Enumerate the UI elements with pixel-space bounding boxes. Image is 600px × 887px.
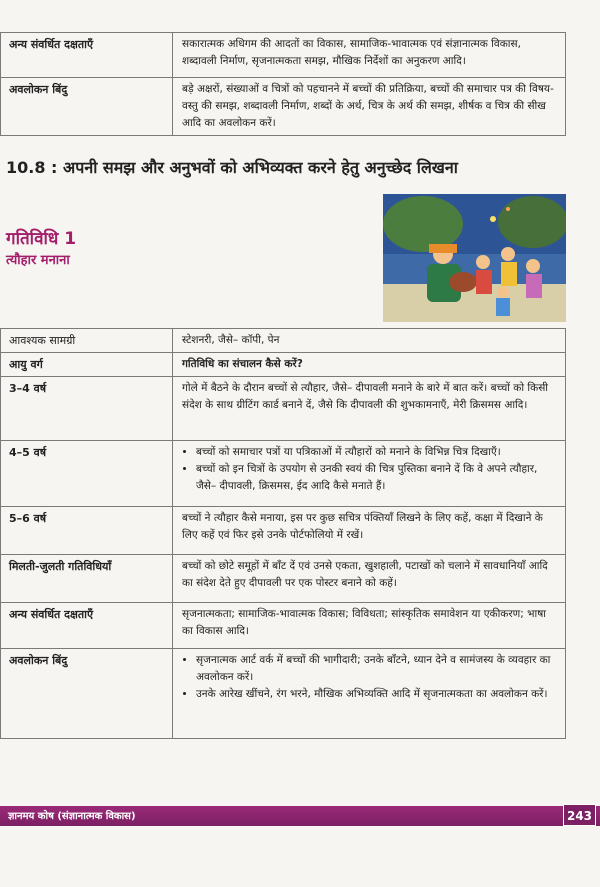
row-label: अवलोकन बिंदु — [1, 649, 173, 739]
activity-table — [0, 328, 566, 739]
row-label: अवलोकन बिंदु — [1, 78, 173, 136]
row-text: बच्चों को छोटे समूहों में बाँट दें एवं उनसे एकता, खुशहाली, पटाखों को चलाने में सावधानियाँ आदि का संदेश देते हुए दीपावली पर एक पोस्टर बनाने को कहें। — [173, 555, 566, 603]
row-label: अन्य संवर्धित दक्षताएँ — [1, 603, 173, 649]
row-label: मिलती-जुलती गतिविधियाँ — [1, 555, 173, 603]
row-text: सकारात्मक अधिगम की आदतों का विकास, सामाजिक-भावात्मक एवं संज्ञानात्मक विकास, शब्दावली निर्माण, सृजनात्मकता समझ, मौखिक निर्देशों का अनुकरण आदि। — [173, 33, 566, 78]
top-table — [0, 32, 566, 136]
row-text: गोले में बैठने के दौरान बच्चों से त्यौहार, जैसे– दीपावली मनाने के बारे में बात करें। बच्चों को किसी संदेश के साथ ग्रीटिंग कार्ड बनाने दें, जैसे कि दीपावली की शुभकामनाएँ, मेरी क्रिसमस आदि। — [173, 377, 566, 441]
activity-title: गतिविधि 1 — [6, 229, 77, 249]
row-label: 4–5 वर्ष — [1, 441, 173, 507]
list-item: • बच्चों को समाचार पत्रों या पत्रिकाओं में त्यौहारों को मनाने के विभिन्न चित्र दिखाएँ। — [196, 444, 557, 461]
row-label: आवश्यक सामग्री — [1, 329, 173, 353]
table-row — [1, 33, 566, 78]
section-heading: 10.8 : अपनी समझ और अनुभवों को अभिव्यक्त करने हेतु अनुच्छेद लिखना — [6, 158, 458, 177]
table-row — [1, 649, 566, 739]
header-label: आयु वर्ग — [1, 353, 173, 377]
table-row — [1, 377, 566, 441]
list-item: • सृजनात्मक आर्ट वर्क में बच्चों की भागीदारी; उनके बाँटने, ध्यान देने व सामंजस्य के व्यवहार का अवलोकन करें। — [196, 652, 557, 686]
list-item: • बच्चों को इन चित्रों के उपयोग से उनकी स्वयं की चित्र पुस्तिका बनाने दें कि वे अपने त्यौहार, जैसे– दीपावली, क्रिसमस, ईद आदि कैसे मनाते हैं। — [196, 461, 557, 495]
row-list — [173, 441, 566, 507]
row-label: अन्य संवर्धित दक्षताएँ — [1, 33, 173, 78]
page-number: 243 — [563, 804, 596, 826]
row-text: सृजनात्मकता; सामाजिक-भावात्मक विकास; विविधता; सांस्कृतिक समावेशन या एकीकरण; भाषा का विकास आदि। — [173, 603, 566, 649]
footer-title: ज्ञानमय कोष (संज्ञानात्मक विकास) — [8, 811, 136, 822]
table-row — [1, 329, 566, 353]
row-text: बच्चों ने त्यौहार कैसे मनाया, इस पर कुछ सचित्र पंक्तियाँ लिखने के लिए कहें, कक्षा में दिखाने के लिए कहें एवं फिर इसे उनके पोर्टफोलियो में रखें। — [173, 507, 566, 555]
row-text: बड़े अक्षरों, संख्याओं व चित्रों को पहचानने में बच्चों की प्रतिक्रिया, बच्चों की समाचार पत्र की विषय-वस्तु की समझ, शब्दावली निर्माण, शब्दों के अर्थ, चित्र के अर्थ की समझ, शीर्षक व चित्र की सीख आदि का अवलोकन करें। — [173, 78, 566, 136]
activity-subtitle: त्यौहार मनाना — [6, 253, 70, 268]
table-row — [1, 555, 566, 603]
header-text: गतिविधि का संचालन कैसे करें? — [173, 353, 566, 377]
festival-illustration-image — [383, 194, 566, 322]
row-label: 5–6 वर्ष — [1, 507, 173, 555]
table-row — [1, 603, 566, 649]
table-row — [1, 507, 566, 555]
list-item: • उनके आरेख खींचने, रंग भरने, मौखिक अभिव्यक्ति आदि में सृजनात्मकता का अवलोकन करें। — [196, 686, 557, 703]
festival-illustration — [383, 194, 566, 322]
row-label: 3–4 वर्ष — [1, 377, 173, 441]
row-list — [173, 649, 566, 739]
row-text: स्टेशनरी, जैसे– कॉपी, पेन — [173, 329, 566, 353]
table-row — [1, 441, 566, 507]
table-row — [1, 78, 566, 136]
table-header-row — [1, 353, 566, 377]
